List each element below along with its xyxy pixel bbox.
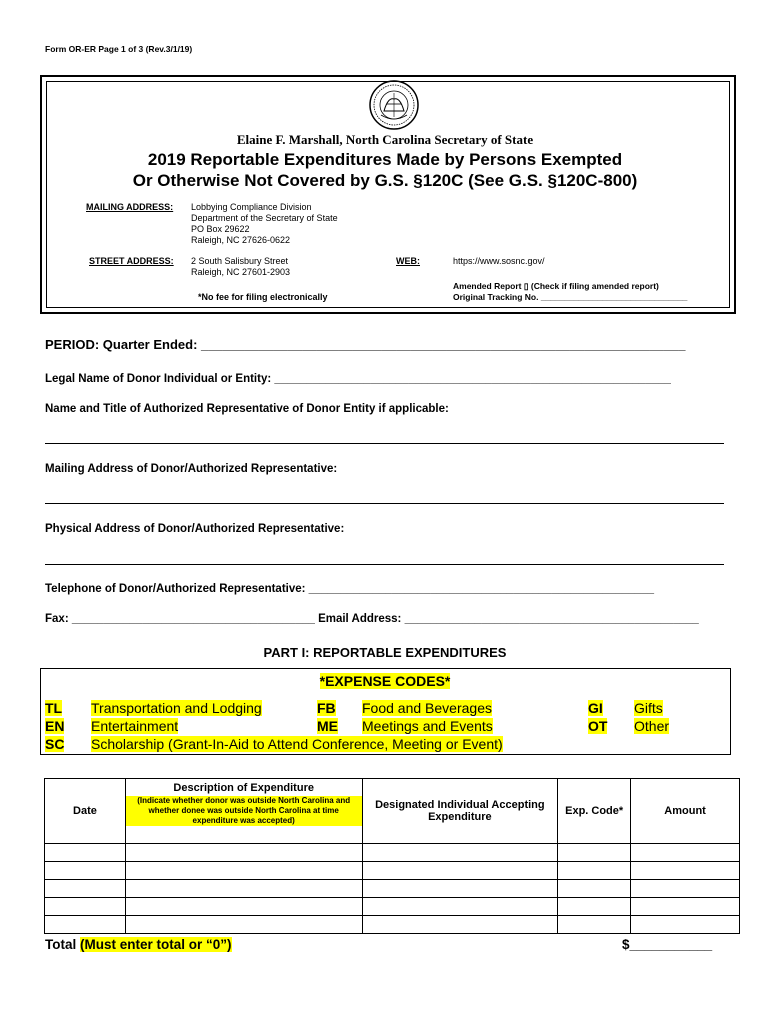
amount-cell[interactable]: [631, 880, 740, 898]
date-cell[interactable]: [45, 898, 126, 916]
designated-cell[interactable]: [362, 898, 558, 916]
table-row: [45, 898, 740, 916]
expense-code-ot: OT: [588, 718, 608, 734]
table-row: [45, 880, 740, 898]
expense-label-ot: Other: [634, 718, 670, 734]
date-cell[interactable]: [45, 844, 126, 862]
expenditure-table: [44, 778, 740, 934]
col-header-description-title: Description of Expenditure: [173, 782, 314, 794]
mailing-address-block: [191, 202, 338, 246]
mailing-address-input-line[interactable]: [45, 503, 724, 504]
total-label: [45, 937, 232, 952]
street-address-block: [191, 256, 290, 278]
table-row: [45, 844, 740, 862]
date-cell[interactable]: [45, 916, 126, 934]
expense-label-gi: Gifts: [634, 700, 663, 716]
table-row: [45, 862, 740, 880]
rep-name-label: Name and Title of Authorized Representative of Donor Entity if applicable:: [45, 403, 449, 415]
street-address-line: 2 South Salisbury Street: [191, 256, 289, 266]
expense-code-en: EN: [45, 718, 65, 734]
designated-cell[interactable]: [362, 844, 558, 862]
total-note: (Must enter total or “0”): [80, 937, 232, 952]
table-row: [45, 916, 740, 934]
col-header-description: [125, 779, 362, 844]
mailing-address-label: MAILING ADDRESS:: [86, 202, 174, 212]
amount-cell[interactable]: [631, 898, 740, 916]
street-address-label: STREET ADDRESS:: [89, 256, 174, 266]
exp-code-cell[interactable]: [558, 880, 631, 898]
telephone-field[interactable]: Telephone of Donor/Authorized Representative: ______________________________________________________: [45, 583, 655, 595]
street-address-line: Raleigh, NC 27601-2903: [191, 267, 291, 277]
rep-name-input-line[interactable]: [45, 443, 724, 444]
form-title-line-2: Or Otherwise Not Covered by G.S. §120C (See G.S. §120C-800): [132, 171, 638, 190]
date-cell[interactable]: [45, 880, 126, 898]
form-id: Form OR-ER Page 1 of 3 (Rev.3/1/19): [45, 44, 193, 54]
part-1-title: PART I: REPORTABLE EXPENDITURES: [263, 645, 507, 660]
designated-cell[interactable]: [362, 862, 558, 880]
expense-label-sc: Scholarship (Grant-In-Aid to Attend Conference, Meeting or Event): [91, 736, 503, 752]
mailing-address-line: PO Box 29622: [191, 224, 250, 234]
description-cell[interactable]: [125, 880, 362, 898]
expense-code-tl: TL: [45, 700, 63, 716]
no-fee-note: *No fee for filing electronically: [198, 292, 328, 302]
col-header-exp-code: Exp. Code*: [558, 779, 631, 844]
fax-email-field[interactable]: Fax: ______________________________________ Email Address: ______________________________________________: [45, 613, 699, 625]
exp-code-cell[interactable]: [558, 898, 631, 916]
form-title-line-1: 2019 Reportable Expenditures Made by Persons Exempted: [147, 150, 623, 169]
date-cell[interactable]: [45, 862, 126, 880]
description-cell[interactable]: [125, 898, 362, 916]
description-cell[interactable]: [125, 862, 362, 880]
table-header-row: [45, 779, 740, 844]
col-header-description-note: (Indicate whether donor was outside North Carolina and whether donee was outside North Carolina at time expenditure was accepted): [126, 796, 362, 826]
mailing-address-line: Lobbying Compliance Division: [191, 202, 312, 212]
amended-report-checkbox[interactable]: Amended Report ▯ (Check if filing amended report): [453, 281, 659, 291]
expense-label-me: Meetings and Events: [362, 718, 493, 734]
col-header-date: Date: [45, 779, 126, 844]
designated-cell[interactable]: [362, 916, 558, 934]
expense-codes-title-wrap: [0, 673, 770, 689]
legal-name-field[interactable]: Legal Name of Donor Individual or Entity: ______________________________________________________________: [45, 373, 671, 385]
amount-cell[interactable]: [631, 916, 740, 934]
period-quarter-field[interactable]: PERIOD: Quarter Ended: ___________________________________________________________________: [45, 337, 686, 352]
amount-cell[interactable]: [631, 844, 740, 862]
expense-label-fb: Food and Beverages: [362, 700, 492, 716]
state-seal-icon: [368, 79, 420, 131]
original-tracking-field[interactable]: Original Tracking No. _______________________________: [453, 292, 688, 302]
expense-code-fb: FB: [317, 700, 336, 716]
physical-address-field-label: Physical Address of Donor/Authorized Representative:: [45, 523, 345, 535]
description-cell[interactable]: [125, 844, 362, 862]
expense-code-gi: GI: [588, 700, 603, 716]
expense-label-en: Entertainment: [91, 718, 179, 734]
total-label-text: Total: [45, 937, 77, 952]
web-url-link[interactable]: https://www.sosnc.gov/: [453, 256, 545, 266]
exp-code-cell[interactable]: [558, 916, 631, 934]
exp-code-cell[interactable]: [558, 862, 631, 880]
amount-cell[interactable]: [631, 862, 740, 880]
description-cell[interactable]: [125, 916, 362, 934]
expense-code-me: ME: [317, 718, 338, 734]
exp-code-cell[interactable]: [558, 844, 631, 862]
mailing-address-field-label: Mailing Address of Donor/Authorized Representative:: [45, 463, 338, 475]
secretary-name: Elaine F. Marshall, North Carolina Secretary of State: [236, 132, 534, 147]
physical-address-input-line[interactable]: [45, 564, 724, 565]
total-amount-field[interactable]: $___________: [622, 937, 713, 952]
mailing-address-line: Department of the Secretary of State: [191, 213, 338, 223]
expense-label-tl: Transportation and Lodging: [91, 700, 262, 716]
web-label: WEB:: [396, 256, 420, 266]
mailing-address-line: Raleigh, NC 27626-0622: [191, 235, 291, 245]
designated-cell[interactable]: [362, 880, 558, 898]
col-header-designated: Designated Individual Accepting Expenditure: [362, 779, 558, 844]
col-header-amount: Amount: [631, 779, 740, 844]
expense-codes-title: *EXPENSE CODES*: [319, 673, 451, 689]
expense-code-sc: SC: [45, 736, 65, 752]
